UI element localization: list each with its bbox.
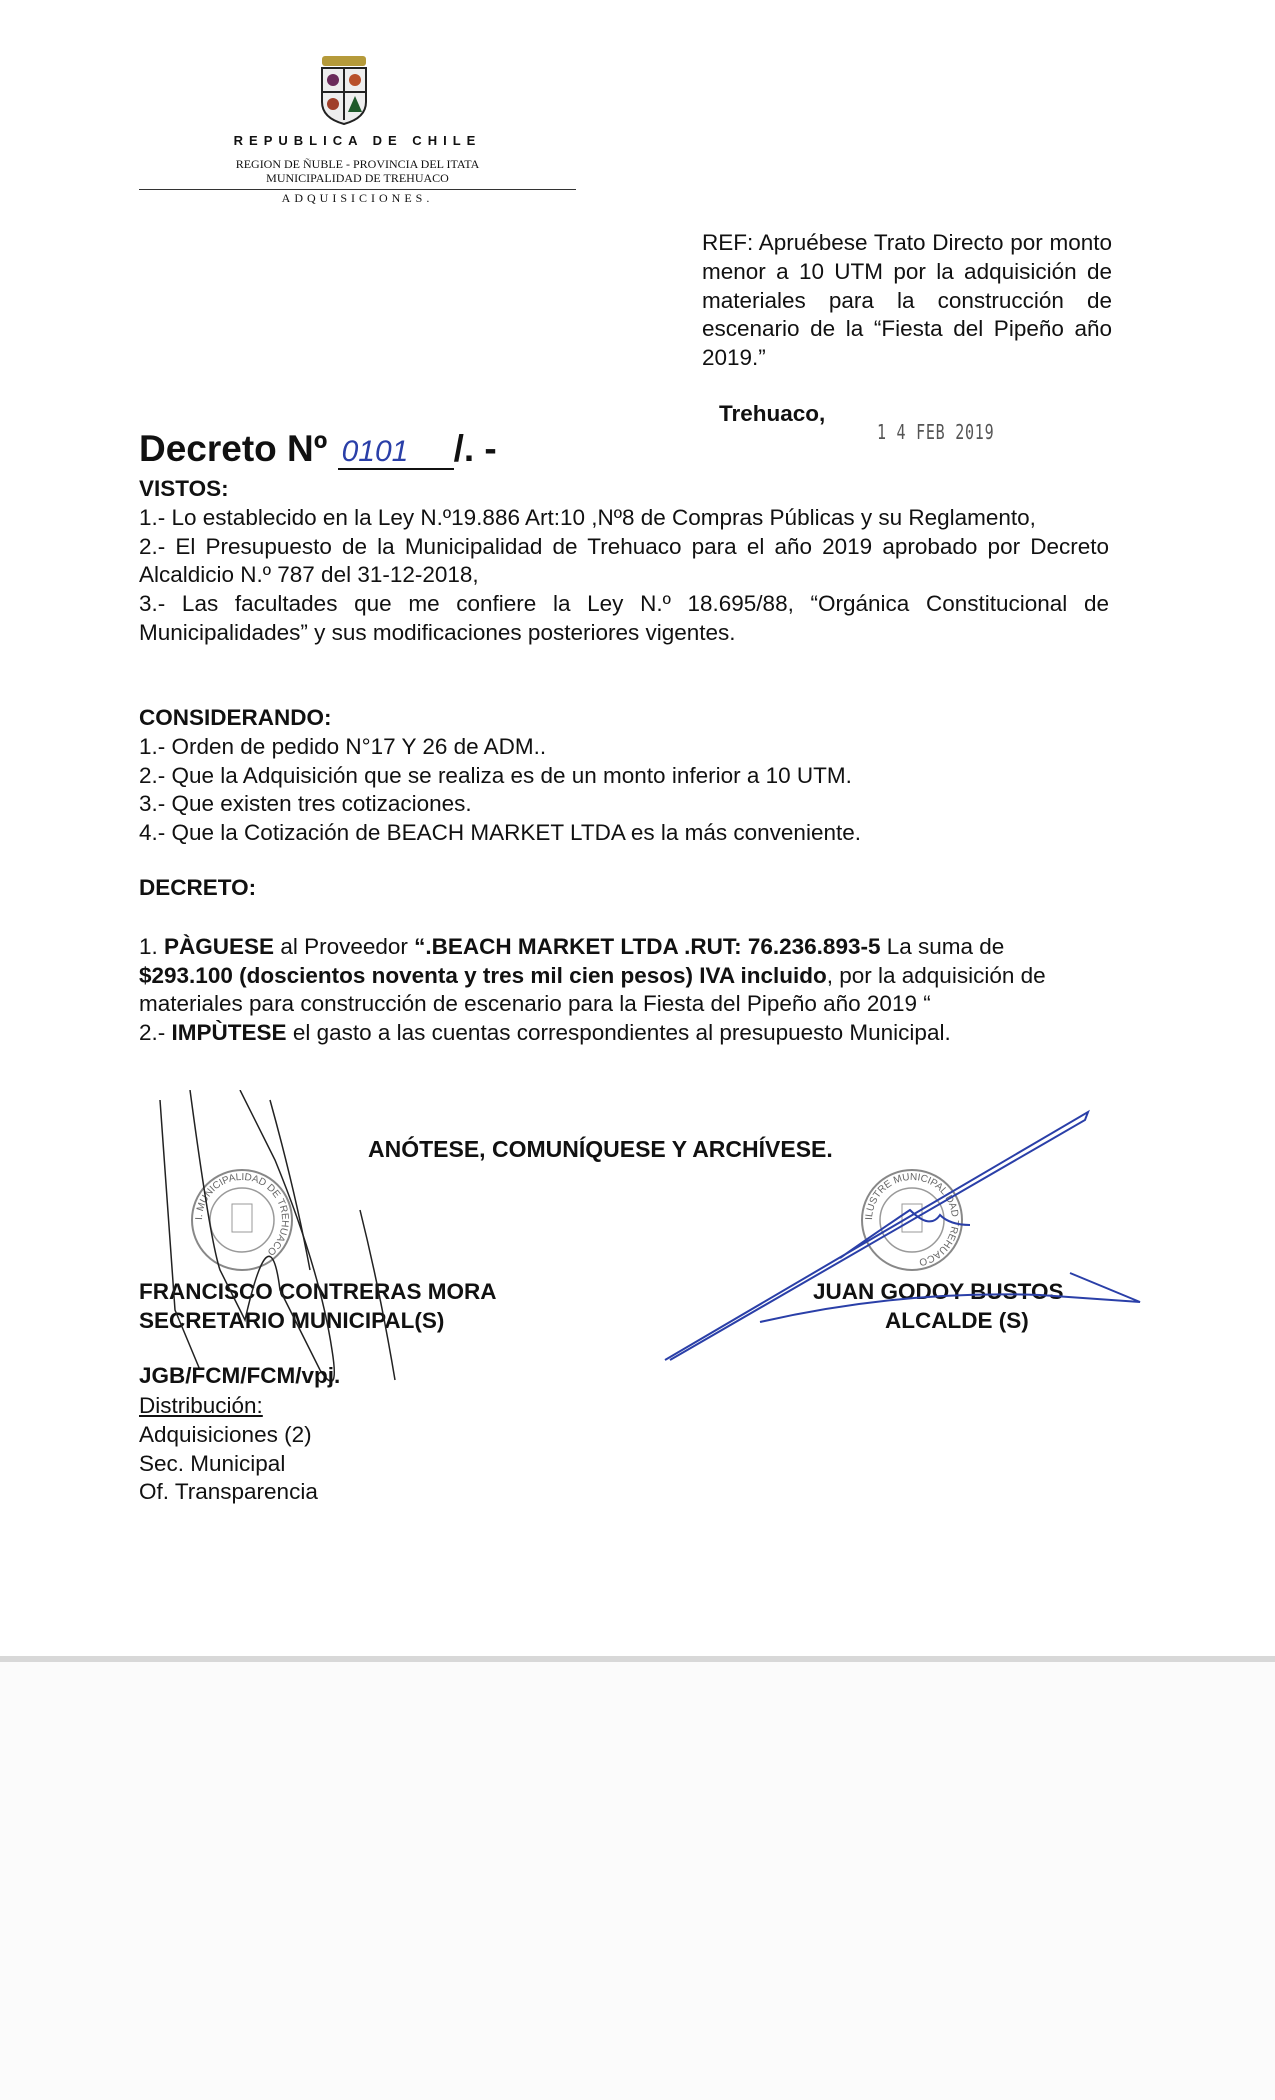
coat-of-arms-icon (316, 54, 372, 126)
signatures-overlay (120, 1090, 1170, 1390)
decree-suffix: /. - (453, 428, 497, 469)
page-edge (0, 1656, 1275, 1662)
decree-title (139, 428, 497, 470)
left-signatory-name: FRANCISCO CONTRERAS MORA (139, 1279, 497, 1304)
item-verb: IMPÙTESE (171, 1020, 287, 1046)
decreto-section (139, 874, 1059, 1048)
item-number: 1. (139, 933, 158, 959)
vistos-item: 1.- Lo establecido en la Ley N.º19.886 Art:10 ,Nº8 de Compras Públicas y su Reglamento, (139, 504, 1036, 530)
header-region: REGION DE ÑUBLE - PROVINCIA DEL ITATA (235, 157, 480, 171)
item-text: , por la adquisición de materiales para construcción de escenario para la Fiesta del Pipeño año 2019 “ (139, 962, 1046, 1017)
considerando-item: 3.- Que existen tres cotizaciones. (139, 791, 472, 817)
right-signature (665, 1112, 1140, 1360)
left-signature (160, 1090, 334, 1381)
considerando-item: 4.- Que la Cotización de BEACH MARKET LTDA es la más conveniente. (139, 820, 861, 846)
provider: “.BEACH MARKET LTDA .RUT: 76.236.893-5 (414, 933, 881, 959)
decreto-item-1 (139, 933, 1059, 1019)
reference-text: REF: Apruébese Trato Directo por monto menor a 10 UTM por la adquisición de materiales para la construcción de escenario de la “Fiesta del Pipeño año 2019.” (702, 230, 1112, 371)
vistos-title: VISTOS: (139, 476, 229, 501)
left-signatory-title: SECRETARIO MUNICIPAL(S) (139, 1307, 445, 1333)
item-verb: PÀGUESE (164, 933, 275, 959)
right-signatory-title: ALCALDE (S) (885, 1307, 1029, 1333)
item-text: al Proveedor (274, 933, 415, 959)
closing-formula: ANÓTESE, COMUNÍQUESE Y ARCHÍVESE. (368, 1136, 833, 1162)
considerando-section (139, 704, 1109, 848)
distribution-item: Of. Transparencia (139, 1479, 318, 1505)
date-stamp: 1 4 FEB 2019 (877, 420, 995, 444)
item-text: La suma de (880, 933, 1005, 959)
vistos-item: 3.- Las facultades que me confiere la Ley N.º 18.695/88, “Orgánica Constitucional de Municipalidades” y sus modificaciones posteriores vigentes. (139, 591, 1109, 645)
vistos-item: 2.- El Presupuesto de la Municipalidad de Trehuaco para el año 2019 aprobado por Decreto Alcaldicio N.º 787 del 31-12-2018, (139, 533, 1109, 588)
distribution-item: Adquisiciones (2) (139, 1421, 312, 1447)
considerando-item: 2.- Que la Adquisición que se realiza es de un monto inferior a 10 UTM. (139, 762, 852, 788)
considerando-item: 1.- Orden de pedido N°17 Y 26 de ADM.. (139, 733, 547, 759)
vistos-section (139, 475, 1109, 648)
decree-number: 0101 (338, 436, 454, 470)
item-number: 2.- (139, 1020, 166, 1046)
distribution (139, 1392, 318, 1507)
header-municipality: MUNICIPALIDAD DE TREHUACO (266, 171, 449, 185)
place: Trehuaco, (719, 401, 826, 426)
item-text: el gasto a las cuentas correspondientes al presupuesto Municipal. (286, 1020, 951, 1046)
header-country: REPUBLICA DE CHILE (233, 133, 482, 148)
decreto-title: DECRETO: (139, 875, 257, 900)
considerando-title: CONSIDERANDO: (139, 705, 332, 730)
amount: $293.100 (doscientos noventa y tres mil cien pesos) IVA incluido (139, 962, 827, 988)
decreto-item-2 (139, 1019, 1059, 1048)
decree-label: Decreto Nº (139, 428, 328, 469)
initials: JGB/FCM/FCM/vpj. (139, 1363, 341, 1388)
left-seal-text: I. MUNICIPALIDAD DE TREHUACO (193, 1171, 291, 1258)
header-department: ADQUISICIONES. (281, 191, 434, 205)
distribution-item: Sec. Municipal (139, 1450, 286, 1476)
right-signatory-name: JUAN GODOY BUSTOS (813, 1279, 1064, 1304)
distribution-title: Distribución: (139, 1393, 263, 1418)
right-seal-text: ILUSTRE MUNICIPALIDAD TREHUACO (863, 1171, 961, 1268)
header-divider (139, 189, 576, 190)
